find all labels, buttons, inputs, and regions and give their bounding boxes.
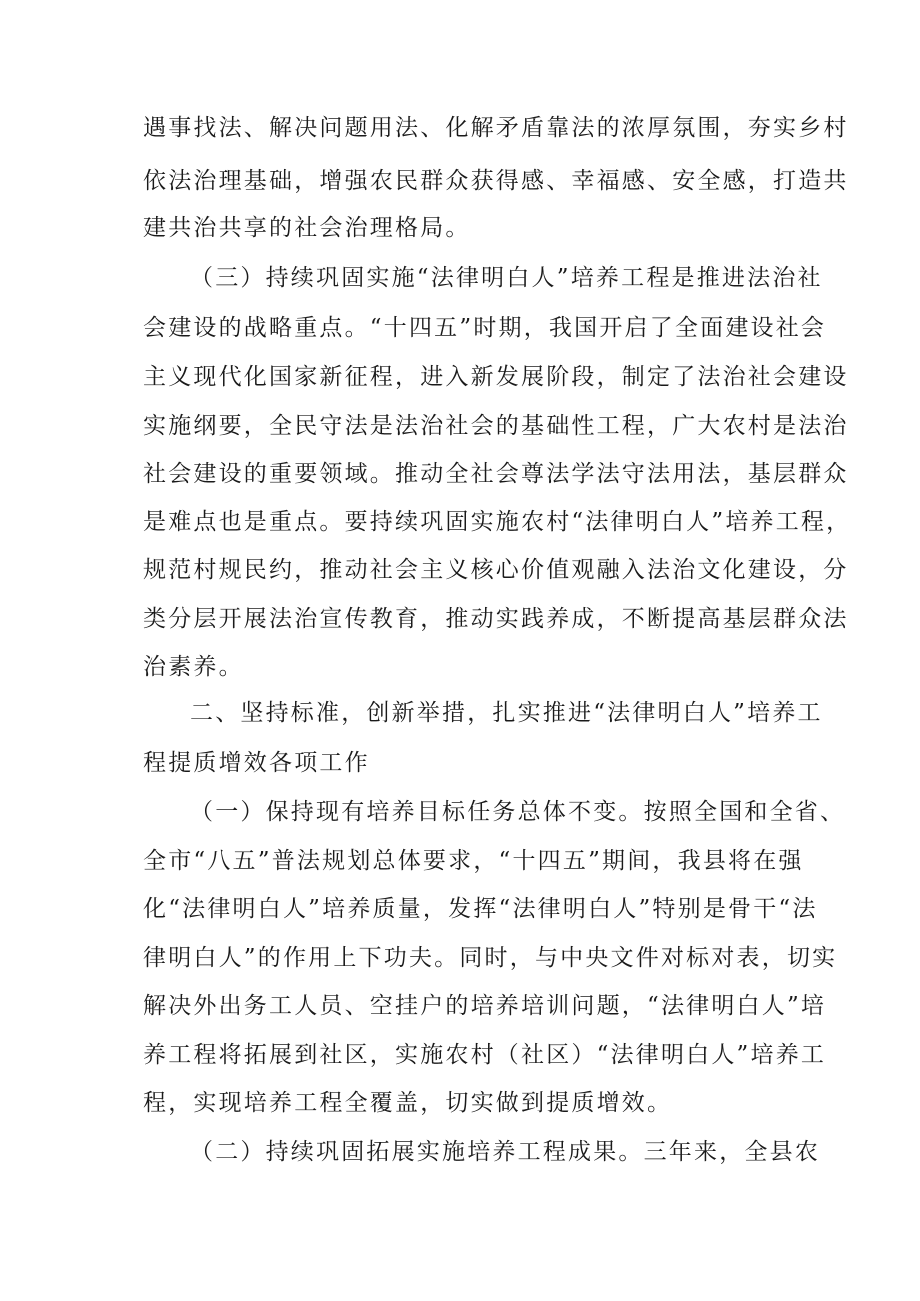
paragraph-line: 主义现代化国家新征程，进入新发展阶段，制定了法治社会建设 — [143, 364, 849, 390]
section-heading-line: 二、坚持标准，创新举措，扎实推进“法律明白人”培养工 — [190, 700, 823, 726]
paragraph-line: 建共治共享的社会治理格局。 — [143, 215, 471, 241]
paragraph-line: 规范村规民约，推动社会主义核心价值观融入法治文化建设，分 — [143, 557, 849, 583]
paragraph-line: 依法治理基础，增强农民群众获得感、幸福感、安全感，打造共 — [143, 168, 849, 194]
paragraph-line: （一）保持现有培养目标任务总体不变。按照全国和全省、 — [190, 799, 846, 825]
paragraph-line: 是难点也是重点。要持续巩固实施农村“法律明白人”培养工程， — [143, 509, 852, 535]
paragraph-line: （三）持续巩固实施“法律明白人”培养工程是推进法治社 — [190, 265, 823, 291]
paragraph-line: 全市“八五”普法规划总体要求，“十四五”期间，我县将在强 — [143, 848, 804, 874]
paragraph-line: 律明白人”的作用上下功夫。同时，与中央文件对标对表，切实 — [143, 945, 838, 971]
paragraph-line: 解决外出务工人员、空挂户的培养培训问题，“法律明白人”培 — [143, 993, 827, 1019]
paragraph-line: （二）持续巩固拓展实施培养工程成果。三年来，全县农 — [190, 1139, 820, 1165]
paragraph-line: 化“法律明白人”培养质量，发挥“法律明白人”特别是骨干“法 — [143, 896, 818, 922]
paragraph-line: 程，实现培养工程全覆盖，切实做到提质增效。 — [143, 1090, 673, 1116]
section-heading-line: 程提质增效各项工作 — [143, 750, 370, 776]
paragraph-line: 类分层开展法治宣传教育，推动实践养成，不断提高基层群众法 — [143, 606, 849, 632]
paragraph-line: 实施纲要，全民守法是法治社会的基础性工程，广大农村是法治 — [143, 413, 849, 439]
paragraph-line: 养工程将拓展到社区，实施农村（社区）“法律明白人”培养工 — [143, 1042, 827, 1068]
paragraph-line: 治素养。 — [143, 654, 244, 680]
paragraph-line: 遇事找法、解决问题用法、化解矛盾靠法的浓厚氛围，夯实乡村 — [143, 115, 849, 141]
paragraph-line: 社会建设的重要领域。推动全社会尊法学法守法用法，基层群众 — [143, 461, 849, 487]
paragraph-line: 会建设的战略重点。“十四五”时期，我国开启了全面建设社会 — [143, 315, 827, 341]
